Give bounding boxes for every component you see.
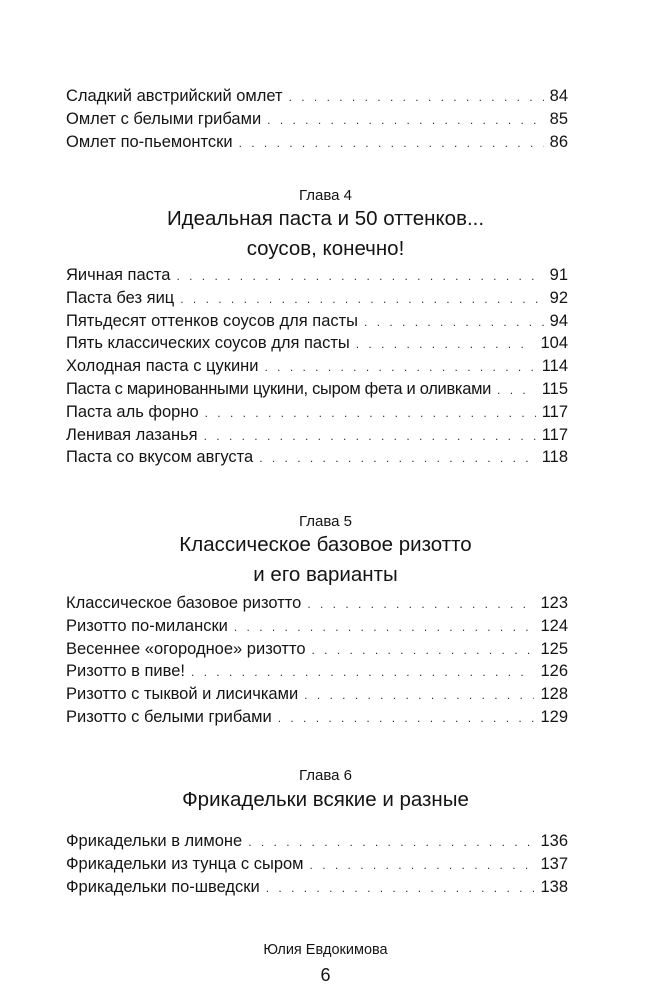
- toc-entry: [66, 108, 568, 131]
- entry-page-number: 86: [549, 132, 568, 151]
- entry-title: Фрикадельки из тунца с сыром: [66, 854, 304, 873]
- toc-entry: [66, 706, 568, 729]
- toc-entry: [66, 310, 568, 333]
- dot-leader: [356, 333, 535, 356]
- entry-page-number: 118: [541, 448, 568, 467]
- chapter-title-line: Классическое базовое ризотто: [179, 533, 472, 556]
- entry-page-number: 85: [549, 109, 568, 128]
- toc-entry: [66, 131, 568, 154]
- dot-leader: [259, 447, 535, 470]
- entry-title: Холодная паста с цукини: [66, 357, 259, 376]
- toc-entry: [66, 638, 568, 661]
- entry-page-number: 117: [541, 425, 568, 444]
- dot-leader: [304, 684, 534, 707]
- entry-title: Ризотто в пиве!: [66, 662, 185, 681]
- dot-leader: [278, 707, 535, 730]
- toc-entry: [66, 355, 568, 378]
- entry-page-number: 94: [549, 311, 568, 330]
- dot-leader: [234, 616, 535, 639]
- dot-leader: [266, 877, 535, 900]
- page-number: 6: [320, 965, 331, 985]
- entry-title: Пятьдесят оттенков соусов для пасты: [66, 311, 359, 330]
- entry-page-number: 126: [540, 662, 568, 681]
- footer-author: Юлия Евдокимова: [263, 942, 388, 958]
- toc-entry: [66, 332, 568, 355]
- toc-entry: [66, 830, 568, 853]
- toc-list-chapter-4: [66, 264, 568, 469]
- toc-list-chapter-5: [66, 592, 568, 729]
- entry-title: Ризотто по-милански: [66, 616, 228, 635]
- chapter-title-line: соусов, конечно!: [246, 237, 405, 260]
- entry-page-number: 84: [549, 87, 568, 105]
- entry-title: Ризотто с белыми грибами: [66, 707, 272, 726]
- dot-leader: [312, 639, 535, 662]
- entry-title: Яичная паста: [66, 266, 171, 284]
- chapter-title: [0, 204, 651, 264]
- dot-leader: [180, 288, 543, 311]
- entry-title: Пять классических соусов для пасты: [66, 334, 350, 353]
- entry-page-number: 104: [540, 334, 568, 353]
- entry-page-number: 124: [540, 616, 568, 635]
- entry-title: Сладкий австрийский омлет: [66, 87, 283, 105]
- chapter-title: [0, 785, 651, 815]
- dot-leader: [307, 593, 534, 616]
- chapter-label: Глава 6: [298, 767, 353, 784]
- toc-entry: [66, 853, 568, 876]
- entry-title: Паста без яиц: [66, 288, 175, 307]
- dot-leader: [289, 86, 544, 109]
- entry-title: Омлет с белыми грибами: [66, 109, 262, 128]
- dot-leader: [497, 379, 536, 402]
- entry-page-number: 115: [541, 379, 568, 398]
- entry-title: Паста с маринованными цукини, сыром фета и оливками: [66, 379, 492, 398]
- entry-title: Паста аль форно: [66, 402, 199, 421]
- toc-entry: [66, 446, 568, 469]
- toc-list-chapter-3-tail: [66, 85, 568, 153]
- dot-leader: [239, 132, 544, 155]
- entry-title: Ленивая лазанья: [66, 425, 198, 444]
- chapter-title-line: Идеальная паста и 50 оттенков...: [166, 207, 485, 230]
- toc-entry: [66, 378, 568, 401]
- toc-entry: [66, 424, 568, 447]
- entry-page-number: 129: [540, 707, 568, 726]
- toc-entry: [66, 592, 568, 615]
- toc-list-chapter-6: [66, 830, 568, 898]
- dot-leader: [204, 425, 536, 448]
- entry-title: Паста со вкусом августа: [66, 448, 254, 467]
- entry-page-number: 91: [549, 266, 568, 284]
- entry-page-number: 138: [540, 877, 568, 896]
- dot-leader: [310, 854, 535, 877]
- entry-title: Классическое базовое ризотто: [66, 594, 302, 612]
- toc-entry: [66, 660, 568, 683]
- chapter-label: Глава 5: [298, 513, 353, 530]
- entry-page-number: 92: [549, 288, 568, 307]
- entry-page-number: 125: [540, 639, 568, 658]
- toc-entry: [66, 683, 568, 706]
- dot-leader: [265, 356, 536, 379]
- dot-leader: [176, 265, 543, 288]
- dot-leader: [267, 109, 543, 132]
- toc-entry: [66, 264, 568, 287]
- dot-leader: [248, 831, 534, 854]
- chapter-label: Глава 4: [298, 187, 353, 204]
- chapter-title-line: Фрикадельки всякие и разные: [182, 788, 469, 811]
- dot-leader: [191, 661, 535, 684]
- entry-page-number: 136: [540, 832, 568, 850]
- entry-page-number: 128: [540, 685, 568, 704]
- entry-title: Ризотто с тыквой и лисичками: [66, 685, 299, 704]
- entry-page-number: 114: [541, 357, 568, 376]
- toc-entry: [66, 85, 568, 108]
- entry-title: Фрикадельки по-шведски: [66, 877, 260, 896]
- toc-entry: [66, 287, 568, 310]
- entry-page-number: 137: [540, 854, 568, 873]
- dot-leader: [205, 402, 536, 425]
- entry-page-number: 117: [541, 402, 568, 421]
- entry-page-number: 123: [540, 594, 568, 612]
- entry-title: Омлет по-пьемонтски: [66, 132, 233, 151]
- chapter-title-line: и его варианты: [253, 563, 398, 586]
- entry-title: Весеннее «огородное» ризотто: [66, 639, 306, 658]
- toc-entry: [66, 401, 568, 424]
- chapter-title: [0, 530, 651, 590]
- dot-leader: [364, 311, 544, 334]
- toc-entry: [66, 615, 568, 638]
- toc-entry: [66, 876, 568, 899]
- entry-title: Фрикадельки в лимоне: [66, 832, 243, 850]
